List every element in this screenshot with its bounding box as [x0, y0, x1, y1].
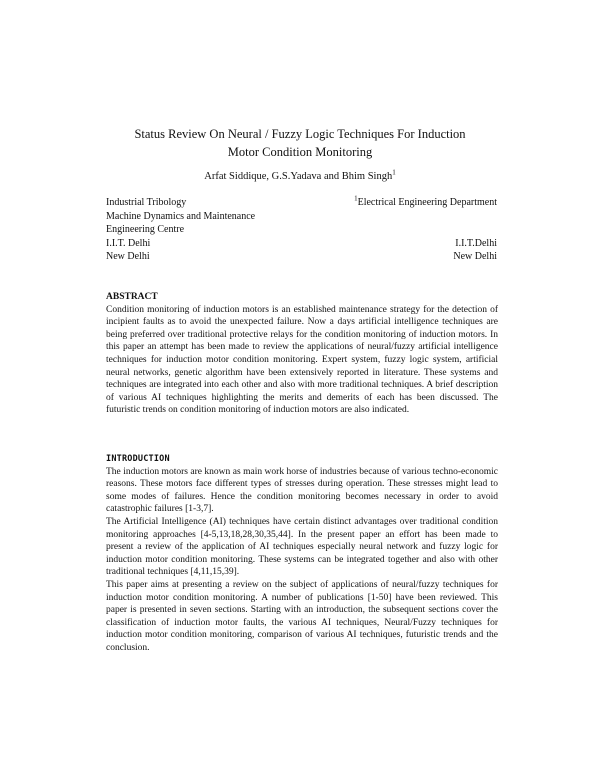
affiliation-left-line: Engineering Centre	[106, 224, 185, 235]
affiliation-left-line: Machine Dynamics and Maintenance	[106, 210, 256, 222]
introduction-paragraph: The induction motors are known as main work horse of industries because of various techno-economic reasons. These motors face different types of stresses during operation. These stresses might lead to some modes of failures. Hence the condition monitoring becomes necessary in order to avoid catastrophic failures [1-3,7].	[106, 466, 498, 515]
paper-title	[60, 125, 540, 161]
author-names: Arfat Siddique, G.S.Yadava and Bhim Singh	[204, 171, 393, 182]
affiliation-right-department	[300, 196, 497, 210]
introduction-paragraph: The Artificial Intelligence (AI) techniques have certain distinct advantages over traditional condition monitoring approaches [4-5,13,18,28,30,35,44]. In the present paper an effort has been made to present a review of the application of AI techniques especially neural network and fuzzy logic for induction motor condition monitoring. These systems can be integrated together and also with other traditional techniques [4,11,15,39].	[106, 516, 498, 578]
affiliation-spacer	[300, 210, 497, 237]
affiliation-left-line: New Delhi	[106, 251, 150, 262]
affiliation-right-city: New Delhi	[453, 251, 497, 262]
title-line-2: Motor Condition Monitoring	[227, 145, 373, 159]
introduction-heading: INTRODUCTION	[106, 454, 170, 464]
affiliation-left-line: I.I.T. Delhi	[106, 237, 151, 249]
department-name: Electrical Engineering Department	[357, 197, 497, 208]
affiliation-right-institute: I.I.T.Delhi	[455, 237, 497, 249]
introduction-paragraph: This paper aims at presenting a review on the subject of applications of neural/fuzzy techniques for induction motor condition monitoring. A number of publications [1-50] have been reviewed. This paper is presented in seven sections. Starting with an introduction, the subsequent sections cover the classification of induction motor faults, the various AI techniques, Neural/Fuzzy techniques for induction motor condition monitoring, comparison of various AI techniques, futuristic trends and the conclusion.	[106, 579, 498, 653]
affiliation-left-line: Industrial Tribology	[106, 197, 187, 208]
abstract-section	[106, 291, 498, 417]
abstract-text: Condition monitoring of induction motors is an established maintenance strategy for the detection of incipient faults as to avoid the unexpected failure. Now a days artificial intelligence techniques are being preferred over traditional protective relays for the condition monitoring of induction motors. In this paper an attempt has been made to review the applications of neural/fuzzy artificial intelligence techniques for induction motor condition monitoring. Expert system, fuzzy logic system, artificial neural networks, genetic algorithm have been extensively reported in literature. These systems and techniques are integrated into each other and also with more traditional techniques. A brief description of various AI techniques highlighting the merits and demerits of each has been discussed. The futuristic trends on condition monitoring of induction motors are also indicated.	[106, 304, 498, 416]
author-superscript: 1	[392, 168, 396, 177]
affiliation-right	[300, 196, 497, 264]
affiliation-superscript: 1	[354, 194, 358, 203]
abstract-heading: ABSTRACT	[106, 292, 158, 302]
title-line-1: Status Review On Neural / Fuzzy Logic Techniques For Induction	[134, 127, 466, 141]
author-list	[60, 170, 540, 184]
introduction-section	[106, 453, 498, 655]
